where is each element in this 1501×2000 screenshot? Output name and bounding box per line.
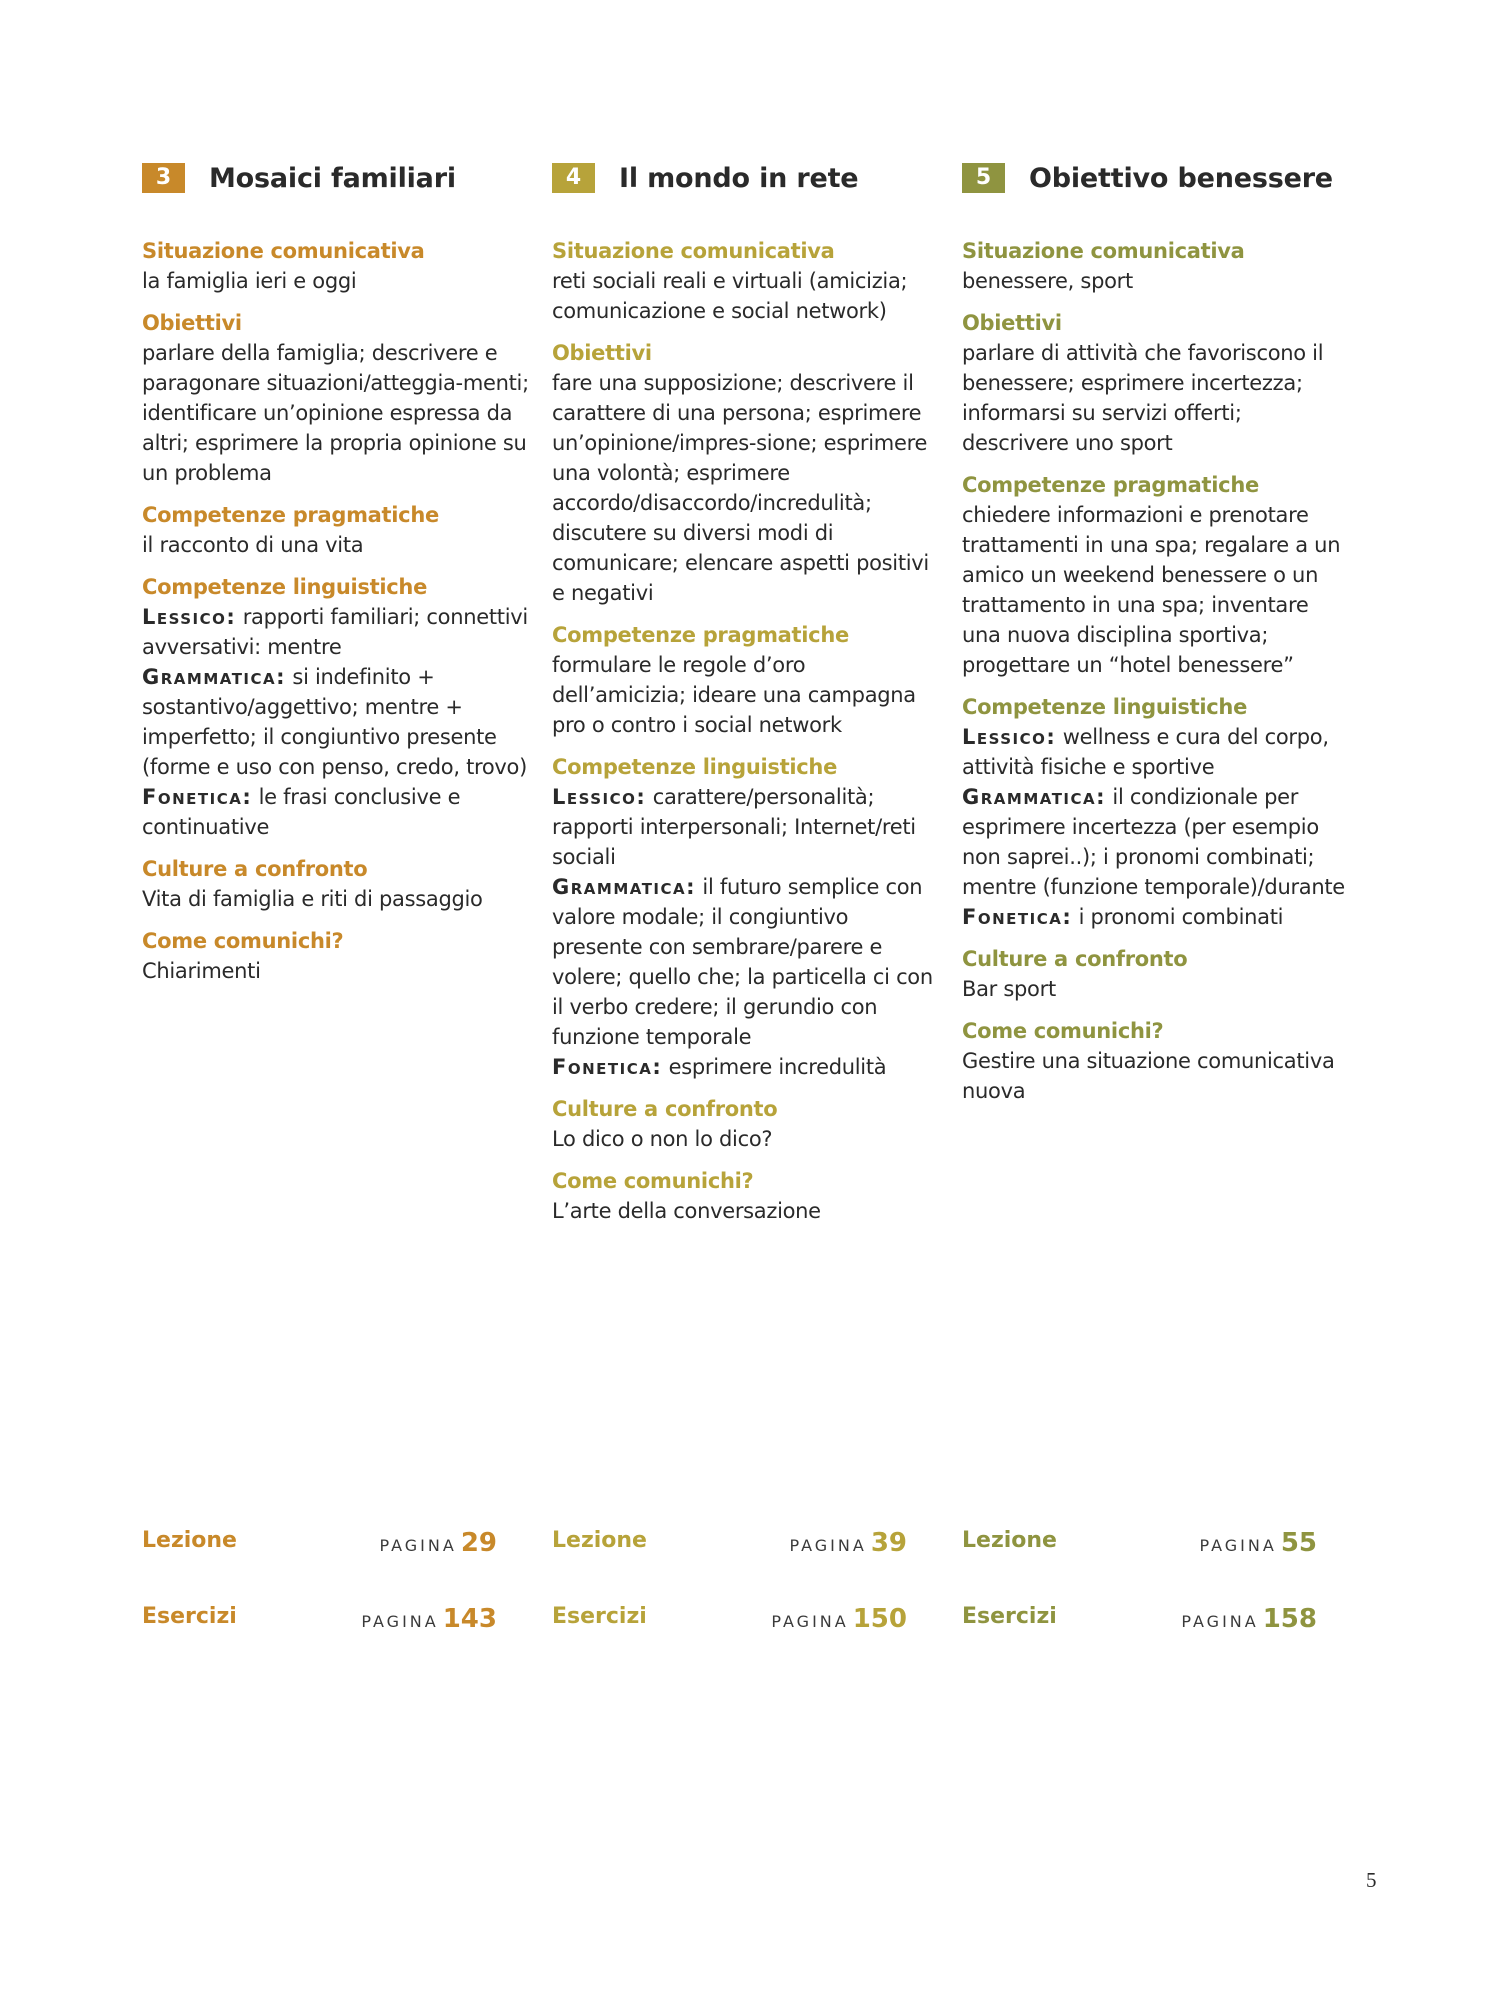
section-title: Competenze linguistiche: [552, 755, 838, 779]
esercizi-label: Esercizi: [552, 1604, 647, 1629]
page-number-ref: 55: [1280, 1528, 1317, 1558]
section-come-comunichi: [552, 1166, 942, 1226]
section-body: parlare di attività che favoriscono il benessere; esprimere incertezza; informarsi su servizi offerti; descrivere uno sport: [962, 341, 1324, 455]
section-title: Obiettivi: [142, 311, 242, 335]
section-linguistiche: [962, 692, 1352, 932]
pagina-label: PAGINA: [379, 1536, 457, 1555]
unit-number-badge: 5: [962, 163, 1005, 193]
section-title: Come comunichi?: [962, 1019, 1164, 1043]
esercizi-ref: [552, 1604, 907, 1634]
section-body: Vita di famiglia e riti di passaggio: [142, 887, 483, 911]
page-number-ref: 39: [870, 1528, 907, 1558]
lessico-text: wellness e cura del corpo, attività fisiche e sportive: [962, 725, 1329, 779]
grammatica-label: Grammatica:: [962, 785, 1107, 809]
lessico-line: [142, 602, 532, 662]
section-title: Come comunichi?: [142, 929, 344, 953]
section-linguistiche: [142, 572, 532, 842]
fonetica-line: [962, 902, 1352, 932]
section-title: Culture a confronto: [962, 947, 1188, 971]
lezione-ref: [962, 1528, 1317, 1558]
section-situazione: [142, 236, 532, 296]
section-come-comunichi: [142, 926, 532, 986]
section-body: il racconto di una vita: [142, 533, 364, 557]
section-body: L’arte della conversazione: [552, 1199, 821, 1223]
fonetica-label: Fonetica:: [142, 785, 253, 809]
section-pragmatiche: [552, 620, 942, 740]
unit-title: Mosaici familiari: [209, 162, 456, 194]
grammatica-text: il futuro semplice con valore modale; il congiuntivo presente con sembrare/parere e volere; quello che; la particella ci con il verbo credere; il gerundio con funzione temporale: [552, 875, 933, 1049]
section-title: Situazione comunicativa: [142, 239, 425, 263]
section-come-comunichi: [962, 1016, 1352, 1106]
page-number-ref: 143: [442, 1604, 497, 1634]
section-title: Competenze pragmatiche: [142, 503, 439, 527]
section-body: formulare le regole d’oro dell’amicizia; ideare una campagna pro o contro i social network: [552, 653, 916, 737]
section-body: parlare della famiglia; descrivere e paragonare situazioni/atteggia-menti; identificare un’opinione espressa da altri; esprimere la propria opinione su un problema: [142, 341, 529, 485]
lezione-label: Lezione: [142, 1528, 237, 1553]
grammatica-label: Grammatica:: [142, 665, 287, 689]
section-title: Come comunichi?: [552, 1169, 754, 1193]
page-number-ref: 150: [852, 1604, 907, 1634]
section-obiettivi: [962, 308, 1352, 458]
section-title: Competenze pragmatiche: [552, 623, 849, 647]
fonetica-line: [142, 782, 532, 842]
section-pragmatiche: [142, 500, 532, 560]
unit-title: Il mondo in rete: [619, 162, 859, 194]
esercizi-ref: [142, 1604, 497, 1634]
lessico-label: Lessico:: [142, 605, 237, 629]
section-situazione: [552, 236, 942, 326]
pagina-label: PAGINA: [1181, 1612, 1259, 1631]
section-title: Competenze linguistiche: [142, 575, 428, 599]
section-body: la famiglia ieri e oggi: [142, 269, 357, 293]
section-culture: [142, 854, 532, 914]
page-number-ref: 158: [1262, 1604, 1317, 1634]
page-number: 5: [1366, 1868, 1377, 1892]
fonetica-text: esprimere incredulità: [668, 1055, 887, 1079]
section-body: Gestire una situazione comunicativa nuova: [962, 1049, 1335, 1103]
section-obiettivi: [142, 308, 532, 488]
pagina-label: PAGINA: [771, 1612, 849, 1631]
esercizi-label: Esercizi: [962, 1604, 1057, 1629]
fonetica-line: [552, 1052, 942, 1082]
pagina-label: PAGINA: [361, 1612, 439, 1631]
unit-3-header: [142, 158, 532, 198]
section-body: benessere, sport: [962, 269, 1133, 293]
pagina-label: PAGINA: [789, 1536, 867, 1555]
lezione-label: Lezione: [962, 1528, 1057, 1553]
grammatica-text: il condizionale per esprimere incertezza (per esempio non saprei..); i pronomi combinati; mentre (funzione temporale)/durante: [962, 785, 1345, 899]
esercizi-ref: [962, 1604, 1317, 1634]
unit-number-badge: 4: [552, 163, 595, 193]
lezione-label: Lezione: [552, 1528, 647, 1553]
section-culture: [962, 944, 1352, 1004]
section-title: Culture a confronto: [552, 1097, 778, 1121]
lezione-page-ref: [1199, 1528, 1317, 1558]
section-title: Situazione comunicativa: [552, 239, 835, 263]
fonetica-label: Fonetica:: [552, 1055, 663, 1079]
unit-4-column: [552, 158, 942, 1238]
esercizi-page-ref: [361, 1604, 497, 1634]
section-title: Obiettivi: [962, 311, 1062, 335]
grammatica-label: Grammatica:: [552, 875, 697, 899]
lezione-ref: [142, 1528, 497, 1558]
section-title: Obiettivi: [552, 341, 652, 365]
grammatica-line: [142, 662, 532, 782]
lessico-label: Lessico:: [962, 725, 1057, 749]
section-body: Bar sport: [962, 977, 1056, 1001]
unit-number-badge: 3: [142, 163, 185, 193]
section-title: Competenze linguistiche: [962, 695, 1248, 719]
section-body: reti sociali reali e virtuali (amicizia; comunicazione e social network): [552, 269, 908, 323]
unit-5-column: [962, 158, 1352, 1118]
lezione-page-ref: [379, 1528, 497, 1558]
section-body: chiedere informazioni e prenotare trattamenti in una spa; regalare a un amico un weekend benessere o un trattamento in una spa; inventare una nuova disciplina sportiva; progettare un “hotel benessere”: [962, 503, 1341, 677]
lessico-text: rapporti familiari; connettivi avversativi: mentre: [142, 605, 528, 659]
lessico-line: [962, 722, 1352, 782]
esercizi-page-ref: [1181, 1604, 1317, 1634]
section-obiettivi: [552, 338, 942, 608]
pagina-label: PAGINA: [1199, 1536, 1277, 1555]
page-number-ref: 29: [460, 1528, 497, 1558]
unit-3-column: [142, 158, 532, 998]
lessico-label: Lessico:: [552, 785, 647, 809]
esercizi-label: Esercizi: [142, 1604, 237, 1629]
unit-title: Obiettivo benessere: [1029, 162, 1333, 194]
unit-5-header: [962, 158, 1352, 198]
section-body: Chiarimenti: [142, 959, 261, 983]
fonetica-text: i pronomi combinati: [1078, 905, 1284, 929]
fonetica-text: le frasi conclusive e continuative: [142, 785, 461, 839]
section-title: Situazione comunicativa: [962, 239, 1245, 263]
fonetica-label: Fonetica:: [962, 905, 1073, 929]
lezione-ref: [552, 1528, 907, 1558]
grammatica-line: [552, 872, 942, 1052]
lessico-line: [552, 782, 942, 872]
section-body: fare una supposizione; descrivere il carattere di una persona; esprimere un’opinione/impres-sione; esprimere una volontà; esprimere accordo/disaccordo/incredulità; discutere su diversi modi di comunicare; elencare aspetti positivi e negativi: [552, 371, 929, 605]
section-pragmatiche: [962, 470, 1352, 680]
section-title: Competenze pragmatiche: [962, 473, 1259, 497]
section-culture: [552, 1094, 942, 1154]
section-body: Lo dico o non lo dico?: [552, 1127, 773, 1151]
section-situazione: [962, 236, 1352, 296]
lezione-page-ref: [789, 1528, 907, 1558]
lessico-text: carattere/personalità; rapporti interpersonali; Internet/reti sociali: [552, 785, 916, 869]
section-linguistiche: [552, 752, 942, 1082]
esercizi-page-ref: [771, 1604, 907, 1634]
grammatica-line: [962, 782, 1352, 902]
section-title: Culture a confronto: [142, 857, 368, 881]
unit-4-header: [552, 158, 942, 198]
grammatica-text: si indefinito + sostantivo/aggettivo; mentre + imperfetto; il congiuntivo presente (forme e uso con penso, credo, trovo): [142, 665, 527, 779]
